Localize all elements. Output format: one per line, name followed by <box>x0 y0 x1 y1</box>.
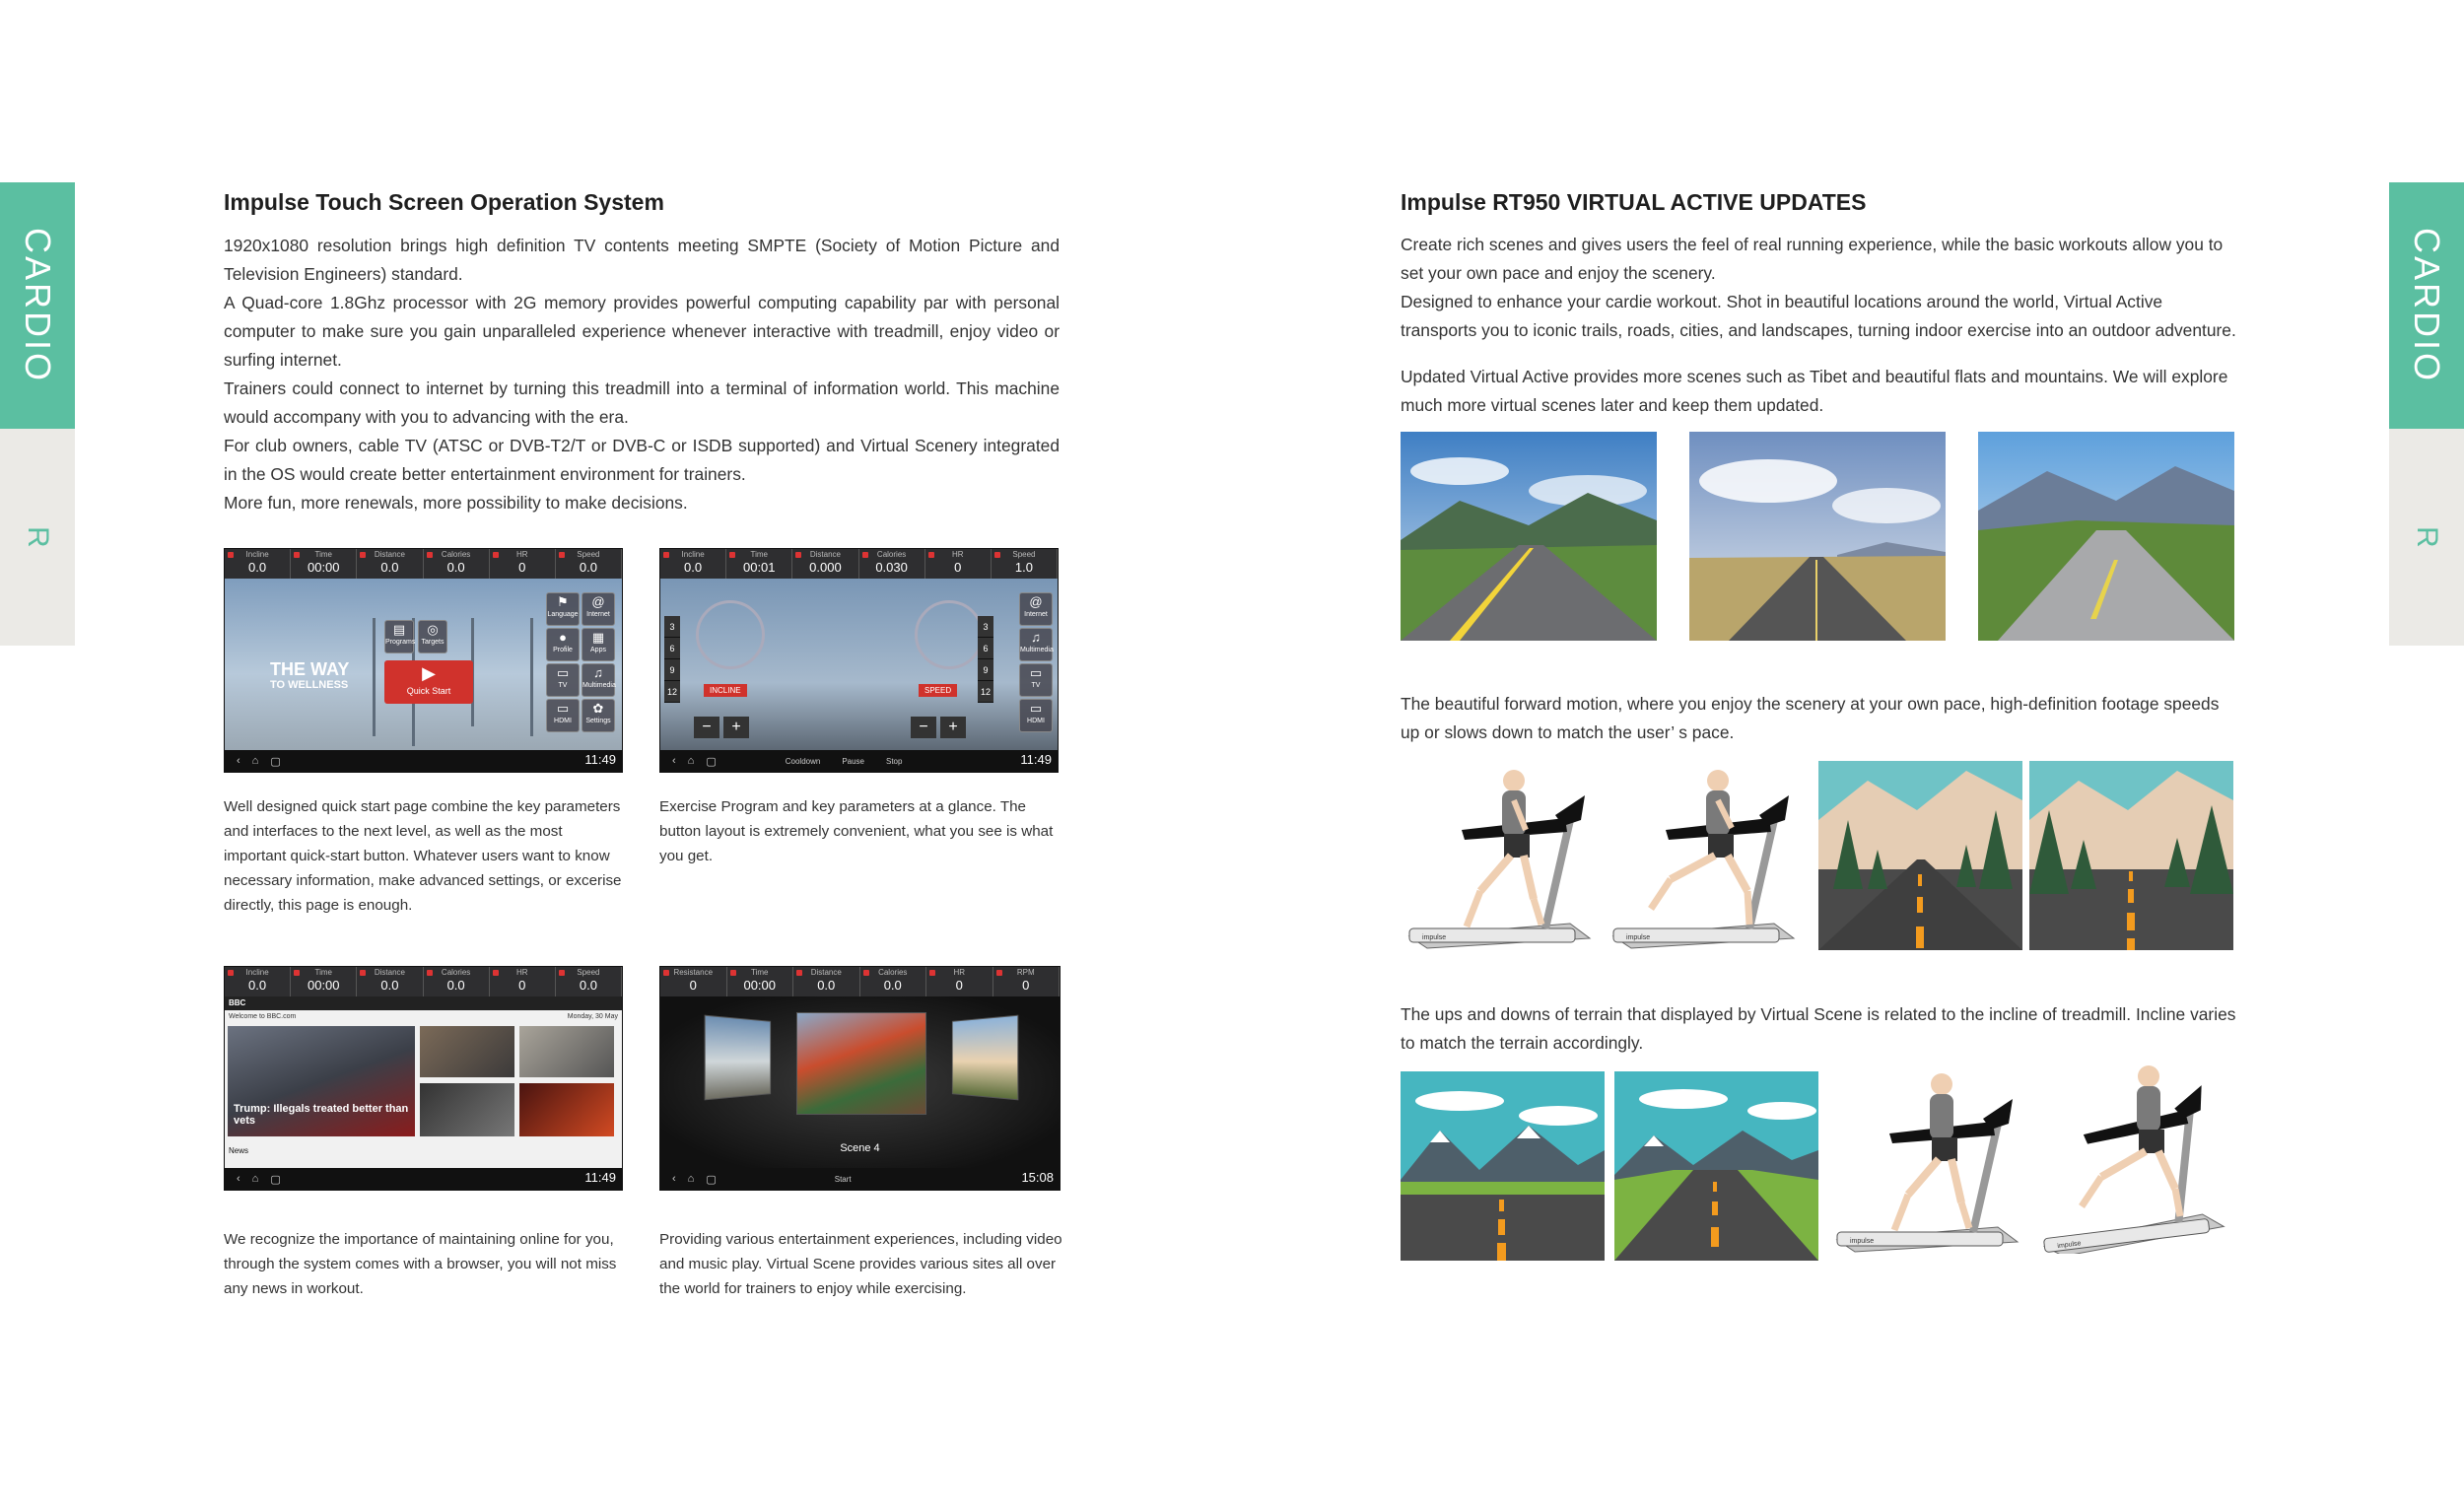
browser-screen-screenshot <box>224 966 623 1191</box>
stats-bar <box>225 549 622 579</box>
runner-treadmill-illustration <box>1398 761 1605 954</box>
runner-treadmill-incline-illustration <box>2032 1061 2239 1254</box>
terrain-hill-illustration <box>1614 1071 1818 1261</box>
hdmi-tile[interactable]: ▭ HDMI <box>1019 699 1053 732</box>
start-button[interactable]: Start <box>834 1174 852 1184</box>
stat-cell: Calories 0.0 <box>860 967 927 996</box>
back-icon[interactable]: ‹ <box>237 1173 240 1185</box>
stats-bar <box>660 549 1058 579</box>
stat-cell: Distance 0.0 <box>357 967 423 996</box>
programs-button[interactable]: ▤ Programs <box>384 620 414 653</box>
paragraph: 1920x1080 resolution brings high definition TV contents meeting SMPTE (Society of Motion Picture and Television Engineers) standard. <box>224 236 1060 284</box>
paragraph: Trainers could connect to internet by turning this treadmill into a terminal of information world. This machine would accompany with you to advancing with the era. <box>224 378 1060 427</box>
stat-cell: Time 00:00 <box>291 967 357 996</box>
runner-treadmill-illustration <box>1602 761 1809 954</box>
stat-cell: Speed 0.0 <box>556 967 622 996</box>
android-nav-bar <box>660 750 1058 772</box>
tv-tile[interactable]: ▭ TV <box>1019 663 1053 697</box>
stats-bar <box>225 967 622 996</box>
incline-minus-button[interactable]: − <box>694 717 719 738</box>
stat-cell: Calories 0.0 <box>424 549 490 579</box>
scene-thumbnail[interactable] <box>705 1015 771 1101</box>
terrain-flat-illustration <box>1401 1071 1605 1261</box>
stat-cell: Resistance 0 <box>660 967 727 996</box>
home-screen-caption: Well designed quick start page combine the key parameters and interfaces to the next level, as well as the most important quick-start button. Whatever users want to know necessary information, make advanced settings, or excerise directly, this page is enough. <box>224 798 622 914</box>
treadmill-brand-label: impulse <box>1422 934 1447 941</box>
paragraph: A Quad-core 1.8Ghz processor with 2G memory provides powerful computing capability par with personal computer to make sure you gain unparalleled experience whenever interactive with treadmill, enjoy video or surfing internet. <box>224 293 1060 370</box>
back-icon[interactable]: ‹ <box>672 1173 676 1185</box>
left-intro-text <box>224 232 1060 517</box>
recent-apps-icon[interactable]: ▢ <box>706 755 717 768</box>
scene-label: Scene 4 <box>840 1142 880 1154</box>
cardio-label: CARDIO <box>2407 227 2447 383</box>
speed-tag: SPEED <box>919 684 957 697</box>
hdmi-tile[interactable]: ▭ HDMI <box>546 699 580 732</box>
paragraph: More fun, more renewals, more possibility to make decisions. <box>224 493 688 513</box>
paragraph: Designed to enhance your cardie workout. Shot in beautiful locations around the world, Virtual Active transports you to iconic trails, roads, cities, and landscapes, turning indoor exercise into an outdoor adventure. <box>1401 292 2236 340</box>
news-thumb[interactable] <box>519 1026 614 1077</box>
back-icon[interactable]: ‹ <box>237 755 240 767</box>
road-photo-tibet-plain <box>1689 432 1946 641</box>
quick-start-button[interactable]: ▶ Quick Start <box>384 660 473 704</box>
pause-button[interactable]: Pause <box>842 756 864 766</box>
virtual-road-illustration <box>2029 761 2233 950</box>
stats-bar <box>660 967 1060 996</box>
recent-apps-icon[interactable]: ▢ <box>270 755 281 768</box>
settings-tile[interactable]: ✿ Settings <box>582 699 615 732</box>
runner-treadmill-flat-illustration <box>1825 1064 2032 1258</box>
stat-cell: Calories 0.030 <box>859 549 925 579</box>
right-page-title: Impulse RT950 VIRTUAL ACTIVE UPDATES <box>1401 189 1867 215</box>
stat-cell: Distance 0.000 <box>792 549 858 579</box>
stat-cell: Incline 0.0 <box>660 549 726 579</box>
news-thumb[interactable] <box>420 1026 514 1077</box>
android-nav-bar <box>225 750 622 772</box>
home-screen-screenshot <box>224 548 623 773</box>
stat-cell: Distance 0.0 <box>793 967 860 996</box>
cardio-side-tab-left <box>0 182 75 646</box>
home-icon[interactable]: ⌂ <box>687 755 695 767</box>
stat-cell: Time 00:00 <box>727 967 794 996</box>
stat-cell: Incline 0.0 <box>225 967 291 996</box>
exercise-screen-screenshot <box>659 548 1059 773</box>
recent-apps-icon[interactable]: ▢ <box>706 1173 717 1186</box>
stat-cell: HR 0 <box>490 549 556 579</box>
stat-cell: Speed 1.0 <box>992 549 1058 579</box>
motion-text: The beautiful forward motion, where you enjoy the scenery at your own pace, high-definition footage speeds up or slows down to match the user’ s pace. <box>1401 694 2220 742</box>
cardio-label: CARDIO <box>18 227 58 383</box>
back-icon[interactable]: ‹ <box>672 755 676 767</box>
incline-presets[interactable]: 3 6 9 12 <box>664 616 680 703</box>
brand-line-1: THE WAY <box>270 659 350 679</box>
incline-dial[interactable] <box>696 600 765 669</box>
exercise-screen-caption: Exercise Program and key parameters at a glance. The button layout is extremely convenient, what you see is what you get. <box>659 798 1054 864</box>
stat-cell: Time 00:01 <box>726 549 792 579</box>
speed-minus-button[interactable]: − <box>911 717 936 738</box>
section-letter: R <box>22 526 54 548</box>
recent-apps-icon[interactable]: ▢ <box>270 1173 281 1186</box>
clock: 11:49 <box>584 1170 616 1185</box>
paragraph: Create rich scenes and gives users the feel of real running experience, while the basic workouts allow you to set your own pace and enjoy the scenery. <box>1401 235 2224 283</box>
home-icon[interactable]: ⌂ <box>687 1173 695 1185</box>
speed-presets[interactable]: 3 6 9 12 <box>978 616 993 703</box>
web-browser[interactable] <box>225 996 622 1170</box>
section-letter: R <box>2411 526 2443 548</box>
stat-cell: HR 0 <box>925 549 992 579</box>
bbc-nav-bar: BBC <box>225 996 622 1010</box>
stat-cell: Calories 0.0 <box>424 967 490 996</box>
apps-tile[interactable]: ▦ Apps <box>582 628 615 661</box>
clock: 11:49 <box>584 752 616 767</box>
language-tile[interactable]: ⚑ Language <box>546 592 580 626</box>
road-photo-mountain-valley <box>1401 432 1657 641</box>
news-thumb[interactable] <box>519 1083 614 1136</box>
scenery-screen-caption: Providing various entertainment experiences, including video and music play. Virtual Scene provides various sites all over the world for trainers to enjoy while exercising. <box>659 1231 1062 1297</box>
terrain-text: The ups and downs of terrain that displayed by Virtual Scene is related to the incline of treadmill. Incline varies to match the terrain accordingly. <box>1401 1004 2236 1053</box>
internet-tile[interactable]: @ Internet <box>582 592 615 626</box>
virtual-scenery-screen-screenshot <box>659 966 1061 1191</box>
stat-cell: HR 0 <box>490 967 556 996</box>
cooldown-button[interactable]: Cooldown <box>785 756 821 766</box>
stop-button[interactable]: Stop <box>886 756 903 766</box>
treadmill-brand-label: impulse <box>2057 1240 2082 1251</box>
stat-cell: RPM 0 <box>993 967 1061 996</box>
stat-cell: Time 00:00 <box>291 549 357 579</box>
multimedia-tile[interactable]: ♫ Multimedia <box>1019 628 1053 661</box>
cardio-side-tab-right <box>2389 182 2464 646</box>
speed-plus-button[interactable]: + <box>940 717 966 738</box>
headline-photo[interactable] <box>228 1026 415 1136</box>
profile-tile[interactable]: ● Profile <box>546 628 580 661</box>
incline-tag: INCLINE <box>704 684 747 697</box>
clock: 11:49 <box>1020 752 1052 767</box>
stat-cell: Incline 0.0 <box>225 549 291 579</box>
scene-thumbnail[interactable] <box>952 1015 1018 1101</box>
tv-tile[interactable]: ▭ TV <box>546 663 580 697</box>
news-section-label: News <box>229 1146 249 1155</box>
brand-line-2: TO WELLNESS <box>270 679 349 691</box>
headline[interactable]: Trump: Illegals treated better than vets <box>234 1103 409 1127</box>
browser-screen-caption: We recognize the importance of maintaining online for you, through the system comes with a browser, you will not miss any news in workout. <box>224 1231 617 1297</box>
update-text: Updated Virtual Active provides more scenes such as Tibet and beautiful flats and mountains. We will explore much more virtual scenes later and keep them updated. <box>1401 367 2228 415</box>
road-photo-hills <box>1978 432 2234 641</box>
left-page-title: Impulse Touch Screen Operation System <box>224 189 664 215</box>
targets-button[interactable]: ◎ Targets <box>418 620 447 653</box>
news-thumb[interactable] <box>420 1083 514 1136</box>
android-nav-bar <box>225 1168 622 1190</box>
home-icon[interactable]: ⌂ <box>251 1173 259 1185</box>
clock: 15:08 <box>1021 1170 1054 1185</box>
scene-thumbnail-selected[interactable] <box>796 1012 926 1115</box>
speed-dial[interactable] <box>915 600 984 669</box>
right-intro-text <box>1401 231 2236 345</box>
welcome-bar: Welcome to BBC.com Monday, 30 May <box>229 1013 618 1020</box>
multimedia-tile[interactable]: ♫ Multimedia <box>582 663 615 697</box>
treadmill-brand-label: impulse <box>1626 934 1651 941</box>
incline-plus-button[interactable]: + <box>723 717 749 738</box>
paragraph: For club owners, cable TV (ATSC or DVB-T2/T or DVB-C or ISDB supported) and Virtual Scenery integrated in the OS would create better entertainment environment for trainers. <box>224 436 1060 484</box>
stat-cell: HR 0 <box>926 967 993 996</box>
stat-cell: Speed 0.0 <box>556 549 622 579</box>
treadmill-brand-label: impulse <box>1850 1238 1875 1245</box>
stat-cell: Distance 0.0 <box>357 549 423 579</box>
home-icon[interactable]: ⌂ <box>251 755 259 767</box>
internet-tile[interactable]: @ Internet <box>1019 592 1053 626</box>
virtual-road-illustration <box>1818 761 2022 950</box>
android-nav-bar <box>660 1168 1060 1190</box>
